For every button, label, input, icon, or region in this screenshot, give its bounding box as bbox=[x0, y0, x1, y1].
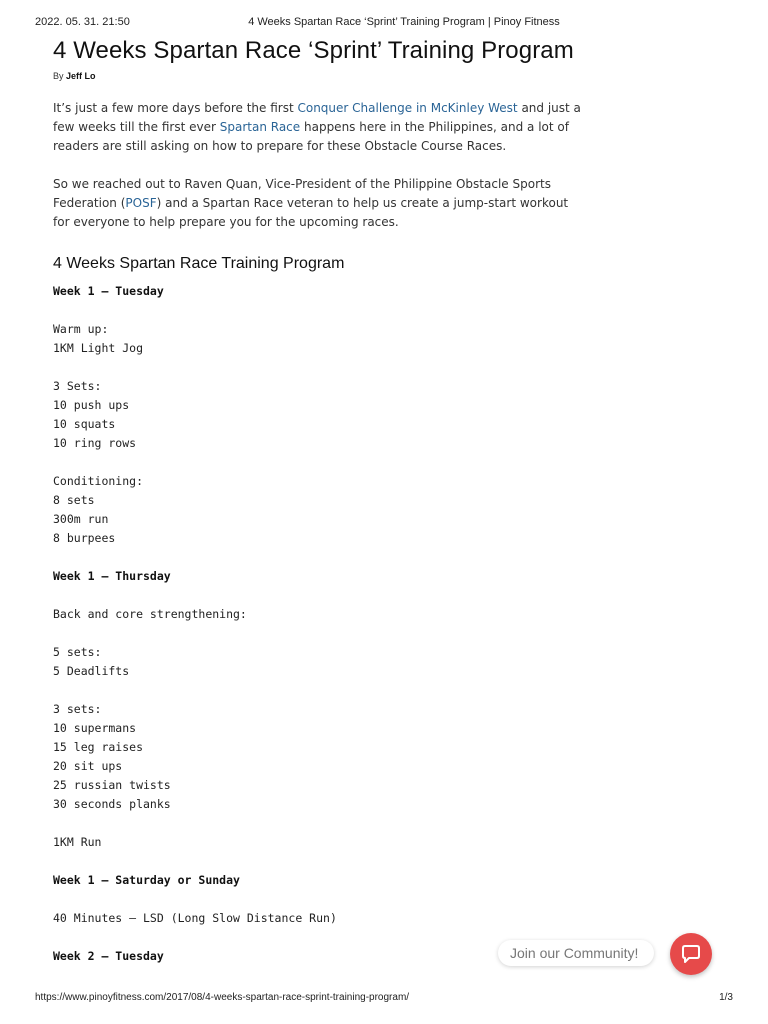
article-title: 4 Weeks Spartan Race ‘Sprint’ Training Program bbox=[53, 37, 574, 64]
program-line: 10 squats bbox=[53, 417, 116, 431]
page-url: https://www.pinoyfitness.com/2017/08/4-weeks-spartan-race-sprint-training-program/ bbox=[35, 992, 410, 1003]
intro-text: It’s just a few more days before the first bbox=[53, 101, 298, 115]
byline-prefix: By bbox=[53, 71, 64, 81]
program-line: 1KM Light Jog bbox=[53, 341, 144, 355]
spartan-race-link[interactable]: Spartan Race bbox=[219, 120, 301, 134]
print-page-title: 4 Weeks Spartan Race ‘Sprint’ Training Program | Pinoy Fitness bbox=[248, 16, 560, 28]
week-heading: Week 1 – Tuesday bbox=[53, 284, 164, 298]
article bbox=[53, 36, 583, 966]
program-line: 3 sets: bbox=[53, 702, 102, 716]
program-line: 10 supermans bbox=[53, 721, 137, 735]
program-spacer bbox=[53, 852, 583, 871]
program-line: Back and core strengthening: bbox=[53, 607, 247, 621]
byline bbox=[53, 71, 583, 81]
program-line: 30 seconds planks bbox=[53, 797, 171, 811]
program-spacer bbox=[53, 301, 583, 320]
program-spacer bbox=[53, 814, 583, 833]
program-line: 20 sit ups bbox=[53, 759, 123, 773]
program-line: 8 burpees bbox=[53, 531, 116, 545]
author-link[interactable]: Jeff Lo bbox=[66, 71, 96, 81]
print-header bbox=[35, 16, 733, 30]
intro-paragraph-2 bbox=[53, 175, 583, 232]
program-line: 15 leg raises bbox=[53, 740, 144, 754]
week-heading: Week 2 – Tuesday bbox=[53, 949, 164, 963]
intro-text: ) and a Spartan Race veteran to help us create a jump-start workout for everyone to help prepare you for the upcoming races. bbox=[53, 196, 569, 229]
program-line: 40 Minutes – LSD (Long Slow Distance Run) bbox=[53, 911, 337, 925]
program-spacer bbox=[53, 890, 583, 909]
week-heading: Week 1 – Saturday or Sunday bbox=[53, 873, 240, 887]
program-spacer bbox=[53, 358, 583, 377]
print-footer bbox=[35, 992, 733, 1006]
posf-link[interactable]: POSF bbox=[125, 196, 157, 210]
join-community-button[interactable]: Join our Community! bbox=[498, 940, 654, 966]
program-line: 10 ring rows bbox=[53, 436, 137, 450]
program-spacer bbox=[53, 453, 583, 472]
program-line: Warm up: bbox=[53, 322, 109, 336]
program-line: 1KM Run bbox=[53, 835, 102, 849]
intro-text: So we reached out to Raven Quan, Vice-President of the Philippine Obstacle Sports Federation ( bbox=[53, 177, 551, 210]
program-line: 25 russian twists bbox=[53, 778, 171, 792]
community-widget[interactable] bbox=[498, 935, 712, 975]
week-heading: Week 1 – Thursday bbox=[53, 569, 171, 583]
conquer-challenge-link[interactable]: Conquer Challenge in McKinley West bbox=[297, 101, 518, 115]
program-line: 5 Deadlifts bbox=[53, 664, 130, 678]
intro-paragraph-1 bbox=[53, 99, 583, 156]
program-line: 8 sets bbox=[53, 493, 95, 507]
program-spacer bbox=[53, 681, 583, 700]
program-line: Conditioning: bbox=[53, 474, 144, 488]
program-line: 300m run bbox=[53, 512, 109, 526]
section-heading: 4 Weeks Spartan Race Training Program bbox=[53, 255, 345, 272]
program-line: 10 push ups bbox=[53, 398, 130, 412]
community-chat-button[interactable] bbox=[670, 933, 712, 975]
program-spacer bbox=[53, 548, 583, 567]
chat-bubble-icon bbox=[680, 943, 702, 965]
intro-text: and just a few weeks till the first ever bbox=[53, 101, 581, 134]
page-number: 1/3 bbox=[719, 992, 733, 1003]
print-datetime: 2022. 05. 31. 21:50 bbox=[35, 16, 130, 28]
program-spacer bbox=[53, 586, 583, 605]
training-program bbox=[53, 282, 583, 966]
program-line: 3 Sets: bbox=[53, 379, 102, 393]
program-line: 5 sets: bbox=[53, 645, 102, 659]
program-spacer bbox=[53, 624, 583, 643]
intro-text: happens here in the Philippines, and a lot of readers are still asking on how to prepare for these Obstacle Course Races. bbox=[53, 120, 569, 153]
